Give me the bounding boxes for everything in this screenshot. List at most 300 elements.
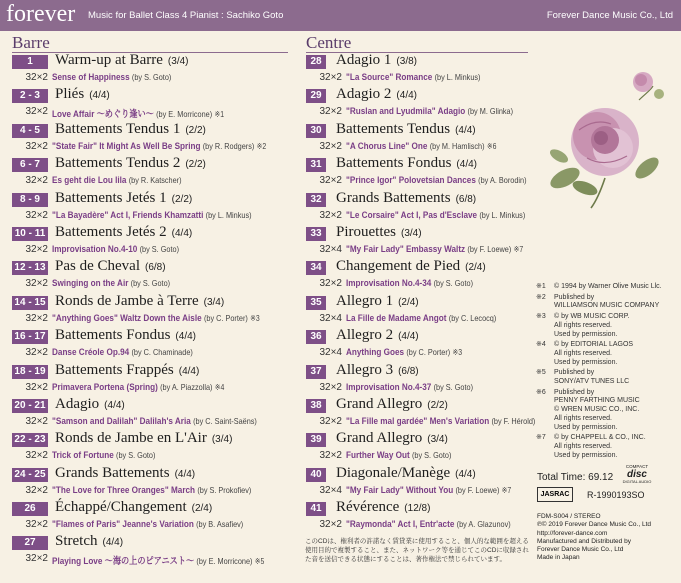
exercise-name: Allegro 2 (336, 327, 394, 344)
bar-count: 32×2 (25, 347, 48, 359)
piece-title: "State Fair" It Might As Well Be Spring (52, 140, 201, 152)
composer: (by F. Loewe) (455, 484, 500, 495)
exercise-title (336, 52, 417, 69)
composer: (by E. Morricone) (156, 109, 213, 120)
exercise-title (336, 396, 448, 413)
music-piece (346, 244, 523, 255)
time-signature: (3/4) (401, 227, 422, 239)
track-row (12, 52, 294, 89)
track-row (306, 395, 536, 433)
track-row (12, 464, 294, 502)
music-piece (52, 313, 260, 324)
time-signature: (3/4) (203, 296, 225, 308)
composer: (by R. Rodgers) (202, 140, 255, 151)
credit-line: Forever Dance Music Co., Ltd (537, 546, 624, 554)
music-piece (52, 141, 266, 152)
track-number: 18 - 19 (12, 365, 48, 379)
track-row (306, 155, 532, 192)
exercise-title (336, 327, 419, 344)
track-number: 26 (12, 502, 48, 516)
track-number: 6 - 7 (12, 158, 48, 172)
label-name: Forever Dance Music Co., Ltd (546, 10, 673, 21)
exercise-title (55, 499, 212, 516)
note-mark: ※3 (250, 313, 260, 323)
track-number: 8 - 9 (12, 193, 48, 207)
bar-count: 32×2 (319, 106, 342, 118)
track-row (12, 189, 294, 227)
header-bar (0, 0, 681, 31)
piece-title: "The Love for Three Oranges" March (52, 484, 196, 496)
credit-line: Manufactured and Distributed by (537, 537, 631, 545)
time-signature: (3/4) (211, 434, 233, 446)
bar-count: 32×2 (25, 381, 48, 393)
composer: (by A. Glazunov) (456, 519, 511, 530)
exercise-title (55, 86, 110, 103)
track-number: 16 - 17 (12, 330, 48, 344)
note-line: All rights reserved. (554, 321, 612, 329)
exercise-name: Grand Allegro (336, 395, 423, 412)
track-row (306, 86, 532, 123)
note-mark: ※7 (501, 485, 512, 495)
composer: (by A. Piazzolla) (160, 381, 213, 392)
centre-track-list (306, 52, 536, 536)
track-row (306, 189, 532, 227)
exercise-name: Diagonale/Manège (336, 464, 451, 481)
exercise-name: Ronds de Jambe à Terre (55, 292, 199, 309)
track-row (12, 499, 294, 536)
note-line: © by WB MUSIC CORP. (554, 313, 630, 321)
time-signature: (3/4) (167, 56, 189, 67)
exercise-title (336, 190, 476, 207)
track-number: 36 (306, 330, 326, 344)
exercise-name: Battements Jetés 2 (55, 223, 167, 240)
time-signature: (4/4) (178, 365, 200, 377)
exercise-name: Battements Fondus (336, 155, 452, 172)
note-line: WILLIAMSON MUSIC COMPANY (554, 302, 660, 310)
exercise-title (336, 258, 486, 275)
exercise-name: Pliés (55, 86, 85, 103)
track-number: 33 (306, 227, 326, 241)
time-signature: (2/2) (185, 159, 206, 171)
composer: (by S. Goto) (433, 278, 474, 289)
exercise-name: Battements Fondus (55, 327, 171, 344)
cd-logo-top: COMPACT (625, 464, 649, 469)
jasrac-logo: JASRAC (537, 487, 573, 502)
music-piece (52, 553, 264, 567)
bar-count: 32×2 (25, 553, 48, 565)
bar-count: 32×2 (319, 450, 342, 462)
music-piece (346, 347, 462, 358)
piece-title: Es geht die Lou lila (52, 175, 127, 187)
piece-title: "A Chorus Line" One (346, 140, 428, 152)
piece-title: Improvisation No.4-37 (346, 381, 432, 393)
total-time: Total Time: 69.12 (537, 472, 614, 483)
track-number: 40 (306, 468, 326, 482)
exercise-name: Battements Jetés 1 (55, 189, 167, 206)
legal-notice: このCDは、権利者の許諾なく賃貸業に使用すること、個人的な範囲を超える使用目的で複製すること、また、ネットワーク等を通じてこのCDに収録された音を送信できる状態にすることは、著作権法で禁じられています。 (305, 538, 529, 563)
time-signature: (4/4) (396, 90, 417, 102)
exercise-name: Pirouettes (336, 223, 396, 240)
track-row (306, 430, 532, 467)
exercise-title (336, 121, 476, 138)
note-line: © 1994 by Warner Olive Music Llc. (554, 283, 662, 290)
exercise-name: Grands Battements (336, 189, 451, 206)
note-line: All rights reserved. (554, 442, 612, 450)
exercise-title (55, 52, 188, 69)
bar-count: 32×2 (319, 519, 342, 531)
music-piece (52, 382, 224, 393)
time-signature: (3/4) (427, 434, 448, 446)
note-mark: ※1 (214, 110, 225, 120)
note-mark: ※6 (486, 141, 497, 151)
exercise-title (336, 293, 419, 310)
bar-count: 32×4 (319, 243, 342, 255)
music-piece (346, 141, 496, 152)
exercise-name: Changement de Pied (336, 258, 461, 275)
piece-title: "La Source" Romance (346, 72, 433, 83)
piece-title: "La Bayadère" Act I, Friends Khamzatti (52, 209, 204, 221)
track-number: 27 (12, 536, 48, 550)
track-row (12, 327, 294, 364)
credit-line: http://forever-dance.com (537, 529, 608, 537)
music-piece (52, 278, 170, 289)
music-piece (346, 519, 511, 530)
bar-count: 32×2 (319, 278, 342, 290)
time-signature: (4/4) (89, 90, 110, 102)
note-line: © by CHAPPELL & CO., INC. (554, 434, 646, 442)
exercise-title (336, 499, 430, 516)
copyright-notes (536, 283, 676, 462)
music-piece (52, 106, 224, 120)
bar-count: 32×2 (25, 450, 48, 462)
note-line: Used by permission. (554, 330, 618, 338)
time-signature: (4/4) (102, 537, 124, 549)
piece-title: Improvisation No.4-10 (52, 243, 138, 255)
cd-logo-word: disc (626, 469, 648, 480)
note-mark: ※3 (452, 348, 463, 358)
exercise-name: Grand Allegro (336, 430, 423, 447)
copyright-note (536, 313, 676, 339)
bar-count: 32×2 (25, 140, 48, 152)
exercise-name: Battements Tendus 1 (55, 120, 181, 137)
music-piece (52, 519, 243, 530)
exercise-title (55, 121, 206, 138)
time-signature: (2/4) (398, 296, 419, 308)
note-line: Used by permission. (554, 423, 618, 431)
track-number: 4 - 5 (12, 124, 48, 138)
bar-count: 32×2 (25, 106, 48, 118)
piece-title: "My Fair Lady" Without You (346, 484, 454, 496)
note-line: Published by (554, 293, 595, 301)
track-number: 22 - 23 (12, 433, 48, 447)
exercise-title (336, 430, 448, 447)
bar-count: 32×2 (319, 140, 342, 152)
composer: (by R. Katscher) (128, 175, 182, 186)
credit-line: FDM-S004 / STEREO (537, 513, 601, 520)
exercise-title (55, 430, 232, 447)
exercise-title (55, 224, 192, 241)
exercise-title (55, 190, 192, 207)
bar-count: 32×2 (25, 175, 48, 187)
piece-title: Playing Love ～海の上のピアニスト～ (52, 556, 195, 568)
exercise-title (55, 258, 166, 275)
track-number: 12 - 13 (12, 261, 48, 275)
composer: (by F. Hérold) (491, 415, 536, 426)
piece-title: "My Fair Lady" Embassy Waltz (346, 243, 466, 255)
music-piece (52, 347, 193, 358)
music-piece (52, 450, 155, 461)
exercise-name: Adagio 1 (336, 52, 392, 68)
piece-title: Danse Créole Op.94 (52, 347, 130, 359)
composer: (by C. Lecocq) (448, 312, 497, 323)
composer: (by S. Goto) (433, 381, 474, 392)
note-marker: ※7 (536, 434, 546, 442)
track-row (306, 258, 532, 295)
note-marker: ※6 (536, 388, 546, 396)
composer: (by C. Porter) (203, 312, 248, 323)
piece-title: Primavera Portena (Spring) (52, 381, 158, 393)
copyright-note (536, 434, 676, 460)
note-mark: ※5 (254, 557, 265, 567)
track-row (12, 86, 294, 123)
piece-title: Sense of Happiness (52, 72, 130, 83)
track-number: 34 (306, 261, 326, 275)
piece-title: "Anything Goes" Waltz Down the Aisle (52, 312, 202, 324)
bar-count: 32×2 (25, 278, 48, 290)
track-row (12, 395, 294, 433)
exercise-name: Battements Tendus 2 (55, 155, 181, 172)
note-line: © by EDITORIAL LAGOS (554, 341, 634, 349)
track-row (306, 361, 532, 399)
note-marker: ※2 (536, 293, 546, 301)
record-number: R-1990193SO (587, 490, 645, 500)
track-number: 38 (306, 399, 326, 413)
note-line: © WREN MUSIC CO., INC. (554, 406, 640, 414)
exercise-title (55, 465, 195, 482)
credit-line: ℗© 2019 Forever Dance Music Co., Ltd (537, 521, 651, 529)
bar-count: 32×2 (25, 484, 48, 496)
piece-title: "Le Corsaire" Act I, Pas d'Esclave (346, 209, 478, 221)
piece-title: Improvisation No.4-34 (346, 278, 432, 290)
composer: (by C. Saint-Saëns) (193, 415, 257, 426)
time-signature: (6/8) (455, 193, 477, 205)
composer: (by S. Goto) (139, 243, 180, 254)
exercise-name: Warm-up at Barre (55, 52, 163, 68)
piece-title: Anything Goes (346, 347, 405, 359)
time-signature: (2/2) (171, 193, 193, 205)
note-marker: ※4 (536, 341, 546, 349)
barre-track-list (12, 52, 294, 571)
note-marker: ※3 (536, 313, 546, 321)
track-row (306, 52, 532, 89)
exercise-name: Battements Tendus (336, 120, 451, 137)
exercise-name: Révérence (336, 499, 400, 516)
exercise-title (336, 224, 422, 241)
track-row (12, 430, 294, 467)
bar-count: 32×2 (25, 209, 48, 221)
note-line: All rights reserved. (554, 414, 612, 422)
piece-title: Love Affair ～めぐり逢い～ (52, 109, 154, 121)
exercise-name: Ronds de Jambe en L'Air (55, 430, 207, 447)
time-signature: (2/4) (465, 262, 486, 274)
track-row (306, 464, 532, 502)
music-piece (52, 244, 179, 255)
album-subtitle: Music for Ballet Class 4 Pianist : Sachiko Goto (88, 10, 284, 21)
track-number: 10 - 11 (12, 227, 48, 241)
composer: (by C. Porter) (406, 347, 451, 358)
music-piece (346, 210, 525, 221)
piece-title: "Raymonda" Act I, Entr'acte (346, 519, 455, 531)
piece-title: "Samson and Dalilah" Dalilah's Aria (52, 415, 191, 427)
exercise-title (336, 362, 419, 379)
time-signature: (3/8) (396, 56, 417, 67)
exercise-name: Stretch (55, 533, 98, 550)
time-signature: (2/2) (185, 124, 206, 136)
track-row (12, 361, 294, 399)
composer: (by F. Loewe) (467, 243, 512, 254)
time-signature: (4/4) (455, 124, 476, 136)
music-piece (346, 485, 511, 496)
composer: (by S. Prokofiev) (197, 484, 252, 495)
track-row (306, 223, 532, 261)
track-number: 28 (306, 55, 326, 69)
piece-title: Further Way Out (346, 450, 410, 462)
track-row (12, 533, 294, 570)
time-signature: (6/8) (398, 365, 419, 377)
composer: (by S. Goto) (116, 450, 156, 461)
bar-count: 32×2 (25, 519, 48, 531)
composer: (by B. Asafiev) (196, 519, 244, 530)
track-row (12, 120, 294, 158)
composer: (by M. Glinka) (467, 106, 514, 117)
piece-title: "La Fille mal gardée" Men's Variation (346, 415, 490, 427)
credits-block (537, 513, 651, 563)
exercise-name: Allegro 3 (336, 361, 394, 378)
track-number: 30 (306, 124, 326, 138)
bar-count: 32×4 (319, 312, 342, 324)
exercise-title (55, 533, 123, 550)
note-line: Used by permission. (554, 451, 618, 459)
note-line: Used by permission. (554, 358, 618, 366)
album-title: forever (6, 1, 76, 27)
piece-title: "Ruslan and Lyudmila" Adagio (346, 106, 466, 118)
time-signature: (4/4) (171, 227, 193, 239)
section-title-barre: Barre (12, 33, 50, 52)
composer: (by L. Minkus) (205, 209, 252, 220)
time-signature: (4/4) (398, 331, 419, 343)
track-number: 32 (306, 193, 326, 207)
note-marker: ※5 (536, 369, 546, 377)
composer: (by L. Minkus) (434, 72, 481, 82)
rose-illustration-icon (535, 60, 681, 210)
piece-title: Swinging on the Air (52, 278, 129, 290)
track-row (12, 258, 294, 295)
copyright-note (536, 341, 676, 367)
track-number: 37 (306, 365, 326, 379)
music-piece (52, 175, 182, 186)
bar-count: 32×2 (319, 175, 342, 187)
exercise-title (55, 293, 224, 310)
copyright-note (536, 369, 676, 386)
time-signature: (6/8) (144, 262, 166, 274)
music-piece (52, 485, 251, 496)
composer: (by S. Goto) (130, 278, 171, 289)
track-number: 1 (12, 55, 48, 69)
composer: (by S. Goto) (411, 450, 452, 461)
track-number: 41 (306, 502, 326, 516)
track-number: 35 (306, 296, 326, 310)
exercise-name: Pas de Cheval (55, 258, 140, 275)
music-piece (346, 382, 473, 393)
time-signature: (12/8) (404, 503, 431, 515)
music-piece (346, 450, 451, 461)
music-piece (52, 416, 257, 427)
credit-line: Made in Japan (537, 554, 580, 562)
music-piece (52, 210, 252, 221)
composer: (by C. Chaminade) (131, 347, 193, 358)
exercise-name: Grands Battements (55, 464, 170, 481)
time-signature: (2/2) (427, 399, 448, 411)
time-signature: (4/4) (455, 468, 476, 480)
cd-logo-bottom: DIGITAL AUDIO (622, 479, 652, 484)
piece-title: "Flames of Paris" Jeanne's Variation (52, 519, 194, 531)
piece-title: "Prince Igor" Polovetsian Dances (346, 175, 476, 187)
exercise-title (55, 396, 125, 413)
time-signature: (4/4) (174, 468, 196, 480)
piece-title: Trick of Fortune (52, 450, 114, 462)
bar-count: 32×2 (319, 381, 342, 393)
time-signature: (4/4) (456, 159, 477, 171)
music-piece (346, 72, 480, 83)
composer: (by M. Hamlisch) (429, 140, 485, 151)
note-line: Published by (554, 388, 595, 396)
bar-count: 32×2 (319, 72, 342, 83)
track-row (12, 292, 294, 330)
track-number: 29 (306, 89, 326, 103)
bar-count: 32×2 (25, 415, 48, 427)
compact-disc-logo-icon (620, 462, 654, 484)
music-piece (52, 72, 171, 83)
bar-count: 32×2 (319, 415, 342, 427)
piece-title: La Fille de Madame Angot (346, 312, 447, 324)
time-signature: (2/4) (191, 503, 213, 515)
composer: (by L. Minkus) (479, 209, 526, 220)
exercise-name: Battements Frappés (55, 361, 174, 378)
exercise-title (336, 155, 477, 172)
exercise-title (336, 86, 417, 103)
note-mark: ※4 (214, 382, 225, 392)
time-signature: (4/4) (175, 331, 196, 343)
composer: (by S. Goto) (131, 72, 172, 82)
exercise-name: Allegro 1 (336, 292, 394, 309)
exercise-name: Adagio (55, 395, 100, 412)
track-row (12, 223, 294, 261)
track-row (306, 327, 532, 364)
note-line: PENNY FARTHING MUSIC (554, 397, 640, 405)
composer: (by E. Morricone) (196, 556, 253, 567)
note-line: SONY/ATV TUNES LLC (554, 378, 630, 386)
music-piece (346, 416, 535, 427)
composer: (by A. Borodin) (478, 175, 527, 186)
music-piece (346, 106, 513, 117)
track-number: 24 - 25 (12, 468, 48, 482)
bar-count: 32×2 (25, 243, 48, 255)
track-number: 14 - 15 (12, 296, 48, 310)
time-signature: (4/4) (104, 399, 125, 411)
music-piece (346, 175, 527, 186)
copyright-note (536, 283, 676, 292)
exercise-title (55, 362, 199, 379)
